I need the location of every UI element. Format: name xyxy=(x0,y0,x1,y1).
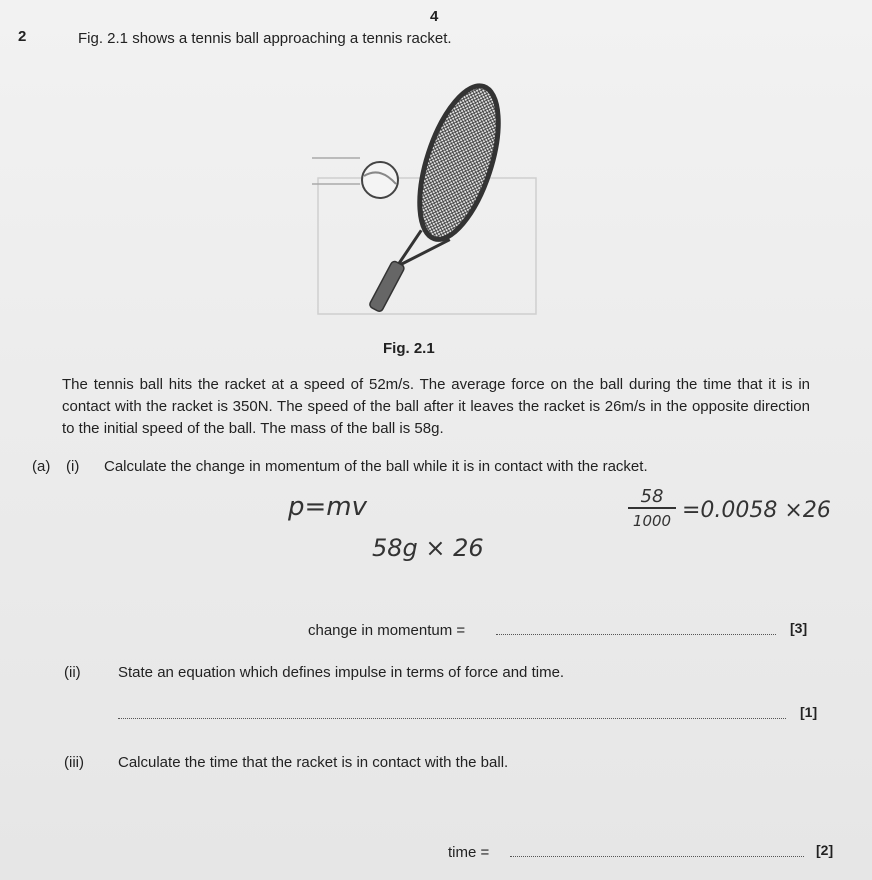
part-a-i-label: (i) xyxy=(66,458,80,475)
handwriting-formula: p=mv xyxy=(288,492,368,522)
figure-caption: Fig. 2.1 xyxy=(383,340,435,357)
impulse-answer-line[interactable] xyxy=(118,704,786,719)
part-a-i-text: Calculate the change in momentum of the ball while it is in contact with the racket. xyxy=(104,458,648,475)
question-paragraph: The tennis ball hits the racket at a speed of 52m/s. The average force on the ball during the time that it is in contact with the racket is 350N. The speed of the ball after it leaves the racket is 26m/s in the opposite direction to the initial speed of the ball. The mass of the ball is 58g. xyxy=(62,376,810,437)
part-a-ii-text: State an equation which defines impulse in terms of force and time. xyxy=(118,664,565,681)
marks-a-iii: [2] xyxy=(816,842,834,858)
tennis-ball xyxy=(362,162,398,198)
momentum-answer-line[interactable] xyxy=(496,620,776,635)
handwriting-fraction-denominator: 1000 xyxy=(632,512,672,530)
marks-a-i: [3] xyxy=(790,620,808,636)
marks-a-ii: [1] xyxy=(800,704,818,720)
part-a-ii-label: (ii) xyxy=(64,664,81,681)
part-a-iii-text: Calculate the time that the racket is in contact with the ball. xyxy=(118,754,509,771)
handwriting-working: 58g × 26 xyxy=(372,534,484,562)
part-a-iii-label: (iii) xyxy=(64,754,84,771)
time-answer-label: time = xyxy=(448,844,490,861)
part-a-label: (a) xyxy=(32,458,51,475)
question-intro: Fig. 2.1 shows a tennis ball approaching a tennis racket. xyxy=(78,30,452,47)
handwriting-fraction-numerator: 58 xyxy=(628,486,676,509)
page-number: 4 xyxy=(430,8,439,25)
tennis-racket xyxy=(368,80,514,320)
tennis-figure xyxy=(300,80,560,320)
time-answer-line[interactable] xyxy=(510,842,804,857)
momentum-answer-label: change in momentum = xyxy=(308,622,466,639)
question-number: 2 xyxy=(18,28,27,45)
handwriting-calculation: =0.0058 ×26 xyxy=(682,498,831,523)
